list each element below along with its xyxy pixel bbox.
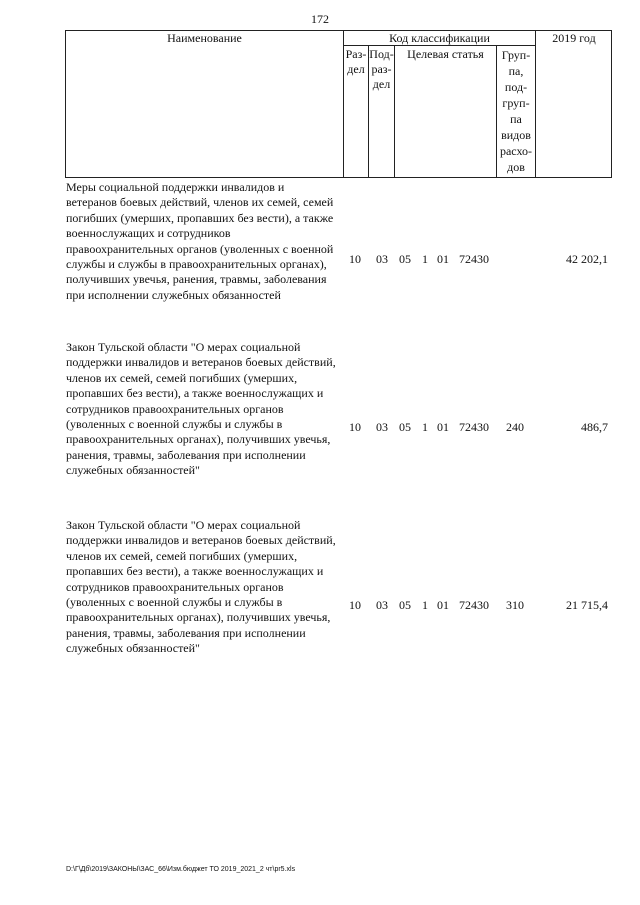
row-target-event: 01 <box>437 598 449 612</box>
row-target-program: 05 <box>399 598 411 612</box>
row-target-direction: 72430 <box>459 252 489 266</box>
row-subsection: 03 <box>376 598 388 612</box>
row-section: 10 <box>349 420 361 434</box>
row-target-subprogram: 1 <box>422 598 428 612</box>
row-expense-type: 240 <box>506 420 524 434</box>
footer-file-path: D:\Г\Дб\2019\ЗАКОНЫ\ЗАС_66\Изм.бюджет ТО 2019_2021_2 чт\pr5.xls <box>66 866 296 873</box>
header-code-group: Код классификации <box>389 31 490 45</box>
header-section: Раз- дел <box>345 47 367 76</box>
row-amount: 42 202,1 <box>566 252 608 266</box>
row-section: 10 <box>349 598 361 612</box>
row-target-direction: 72430 <box>459 598 489 612</box>
row-target-event: 01 <box>437 252 449 266</box>
row-amount: 21 715,4 <box>566 598 608 612</box>
page-number: 172 <box>311 12 329 26</box>
row-target-program: 05 <box>399 420 411 434</box>
header-expense-type: Груп- па, под- груп- па видов расхо- дов <box>499 48 533 174</box>
row-section: 10 <box>349 252 361 266</box>
header-target-article: Целевая статья <box>407 47 484 61</box>
row-target-direction: 72430 <box>459 420 489 434</box>
row-subsection: 03 <box>376 420 388 434</box>
row-target-subprogram: 1 <box>422 252 428 266</box>
header-name: Наименование <box>167 31 242 45</box>
header-subsection: Под- раз- дел <box>369 47 394 91</box>
row-target-event: 01 <box>437 420 449 434</box>
row-expense-type: 310 <box>506 598 524 612</box>
divider <box>535 30 536 178</box>
header-year: 2019 год <box>552 31 596 45</box>
row-name: Закон Тульской области "О мерах социальной поддержки инвалидов и ветеранов боевых действий, членов их семей, семей погибших (умерших, пропавших без вести), а также военнослужащих и сотрудников правоохранительных органов (уволенных с военной службы и службы в правоохранительных органах), получивших увечья, ранения, травмы, заболевания при исполнении служебных обязанностей" <box>66 340 336 478</box>
divider <box>394 45 395 178</box>
row-name: Меры социальной поддержки инвалидов и ветеранов боевых действий, членов их семей, семей погибших (умерших, пропавших без вести), а также военнослужащих и сотрудников правоохранительных органов (уволенных с военной службы и службы в правоохранительных органах), получивших увечья, ранения, травмы, заболевания при исполнении служебных обязанностей <box>66 180 334 302</box>
row-subsection: 03 <box>376 252 388 266</box>
row-amount: 486,7 <box>581 420 608 434</box>
row-target-subprogram: 1 <box>422 420 428 434</box>
row-target-program: 05 <box>399 252 411 266</box>
row-name: Закон Тульской области "О мерах социальной поддержки инвалидов и ветеранов боевых действий, членов их семей, семей погибших (умерших, пропавших без вести), а также военнослужащих и сотрудников правоохранительных органов (уволенных с военной службы и службы в правоохранительных органах), получивших увечья, ранения, травмы, заболевания при исполнении служебных обязанностей" <box>66 518 336 656</box>
